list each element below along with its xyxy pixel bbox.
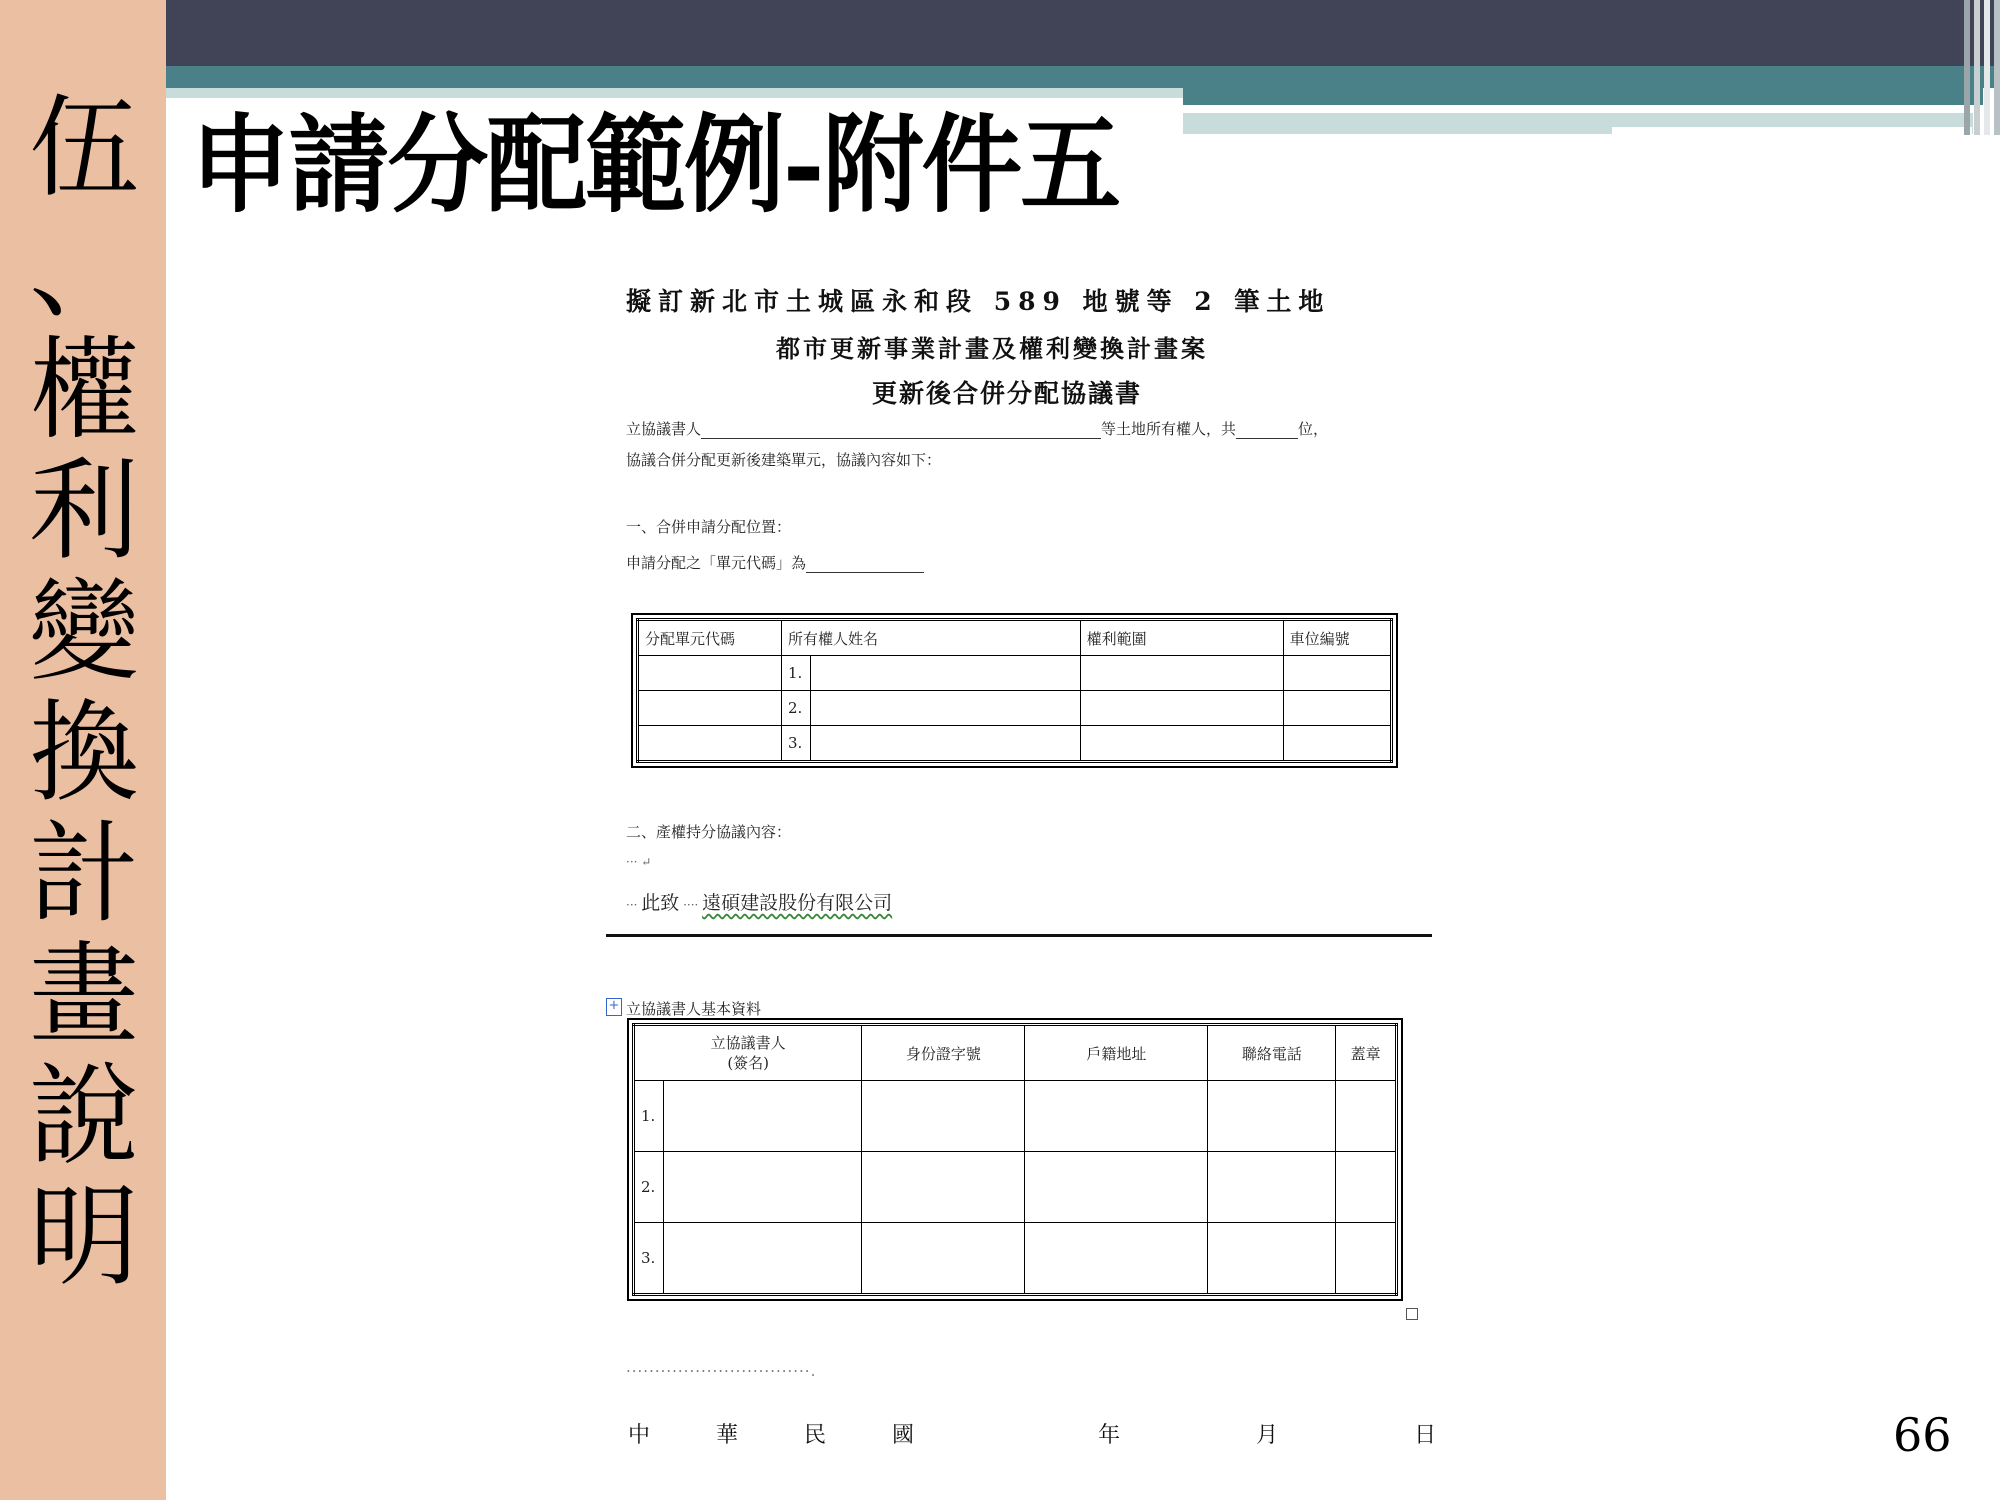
col-header: 蓋章 (1336, 1025, 1397, 1081)
intro-unit-label: 位， (1298, 420, 1329, 438)
table-cell (811, 691, 1081, 726)
table-cell (1080, 726, 1283, 762)
table-row (634, 1081, 1397, 1152)
col-header: 立協議書人 (710, 1034, 786, 1052)
divider-rule (606, 934, 1432, 937)
row-number: 1. (782, 656, 811, 691)
table-cell (1025, 1081, 1208, 1152)
leader-dots: ································. (626, 1362, 817, 1380)
table-cell (1208, 1223, 1336, 1295)
section-char: 變 (29, 568, 139, 696)
count-blank (1236, 420, 1298, 439)
date-line (628, 1418, 1436, 1449)
table-cell (638, 656, 782, 691)
agreement-document-image (600, 270, 1450, 1500)
table-cell (1283, 691, 1391, 726)
table-header-row (638, 620, 1392, 656)
doc-heading-1: 擬訂新北市土城區永和段 589 地號等 2 筆土地 (626, 287, 1331, 316)
col-header: 身份證字號 (862, 1025, 1025, 1081)
section-char: 、 (29, 205, 139, 333)
table-resize-handle-icon (1406, 1308, 1418, 1320)
date-year: 年 (1098, 1423, 1121, 1448)
allocation-table (636, 618, 1393, 763)
leader-dots: ··· (626, 898, 642, 912)
header-band-dark (166, 0, 2000, 66)
intro-line-1 (626, 418, 1328, 439)
table-cell (1336, 1223, 1397, 1295)
table-cell (664, 1081, 862, 1152)
closing-company: 遠碩建設股份有限公司 (702, 892, 893, 914)
table-cell (664, 1152, 862, 1223)
date-char: 華 (716, 1423, 739, 1448)
header-band-light (166, 88, 1183, 98)
date-month: 月 (1256, 1423, 1279, 1448)
table-cell (811, 656, 1081, 691)
table-cell (862, 1223, 1025, 1295)
table-row (634, 1152, 1397, 1223)
table-row (638, 656, 1392, 691)
table-cell (1336, 1152, 1397, 1223)
header-band-white-stripe-2 (1612, 127, 1972, 135)
table-cell (664, 1223, 862, 1295)
section-char: 利 (29, 447, 139, 575)
row-number: 1. (634, 1081, 664, 1152)
slide-title: 申請分配範例-附件五 (190, 102, 1120, 227)
signer-blank (701, 420, 1101, 439)
section-char: 權 (29, 326, 139, 454)
table-cell (1336, 1081, 1397, 1152)
section-char: 計 (29, 810, 139, 938)
col-header: 車位編號 (1283, 620, 1391, 656)
table-cell (1208, 1152, 1336, 1223)
section-char: 明 (29, 1173, 139, 1301)
signers-title: 立協議書人基本資料 (626, 1000, 762, 1018)
table-cell (638, 726, 782, 762)
closing-line (626, 888, 892, 915)
row-number: 3. (782, 726, 811, 762)
corner-decoration (1940, 0, 2000, 135)
col-header-sub: (簽名) (727, 1054, 770, 1072)
table-cell (1208, 1081, 1336, 1152)
section-1-line (626, 552, 924, 573)
col-header: 戶籍地址 (1025, 1025, 1208, 1081)
paragraph-mark: ··· ↵ (626, 855, 652, 869)
section-char: 伍 (29, 84, 139, 212)
table-cell (1025, 1223, 1208, 1295)
date-char: 國 (892, 1423, 915, 1448)
doc-heading-3: 更新後合併分配協議書 (872, 379, 1143, 408)
date-char: 民 (804, 1423, 827, 1448)
unit-code-label: 申請分配之「單元代碼」為 (626, 554, 807, 572)
table-cell (862, 1081, 1025, 1152)
section-char: 畫 (29, 931, 139, 1059)
intro-owners-label: 等土地所有權人，共 (1101, 420, 1237, 438)
header-band-teal-right (1183, 88, 1983, 105)
table-cell (862, 1152, 1025, 1223)
table-move-handle-icon: + (606, 998, 622, 1016)
col-header: 分配單元代碼 (638, 620, 782, 656)
table-cell (1080, 691, 1283, 726)
section-2-title: 二、產權持分協議內容： (626, 823, 792, 841)
section-1-title: 一、合併申請分配位置： (626, 518, 792, 536)
row-number: 3. (634, 1223, 664, 1295)
table-cell (811, 726, 1081, 762)
row-number: 2. (634, 1152, 664, 1223)
table-row (634, 1223, 1397, 1295)
intro-line-2: 協議合併分配更新後建築單元，協議內容如下： (626, 451, 942, 469)
col-header: 所有權人姓名 (782, 620, 1081, 656)
col-header: 聯絡電話 (1208, 1025, 1336, 1081)
table-row (638, 691, 1392, 726)
header-band-teal (166, 66, 2000, 88)
signers-table (632, 1023, 1398, 1296)
col-header: 權利範圍 (1080, 620, 1283, 656)
table-cell (1080, 656, 1283, 691)
date-day: 日 (1414, 1423, 1437, 1448)
table-cell (1283, 656, 1391, 691)
table-cell (1025, 1152, 1208, 1223)
unit-code-blank (806, 554, 924, 573)
section-heading-vertical (14, 84, 154, 1301)
doc-heading-2: 都市更新事業計畫及權利變換計畫案 (776, 334, 1208, 363)
table-row (638, 726, 1392, 762)
section-char: 換 (29, 689, 139, 817)
table-cell (638, 691, 782, 726)
date-char: 中 (628, 1423, 651, 1448)
intro-signer-label: 立協議書人 (626, 420, 702, 438)
leader-dots: ···· (679, 898, 703, 912)
page-number: 66 (1893, 1408, 1952, 1462)
table-cell (1283, 726, 1391, 762)
section-char: 說 (29, 1052, 139, 1180)
table-header-row (634, 1025, 1397, 1081)
closing-prefix: 此致 (641, 892, 680, 914)
row-number: 2. (782, 691, 811, 726)
sidebar (0, 0, 166, 1500)
col-header-signer (634, 1025, 862, 1081)
